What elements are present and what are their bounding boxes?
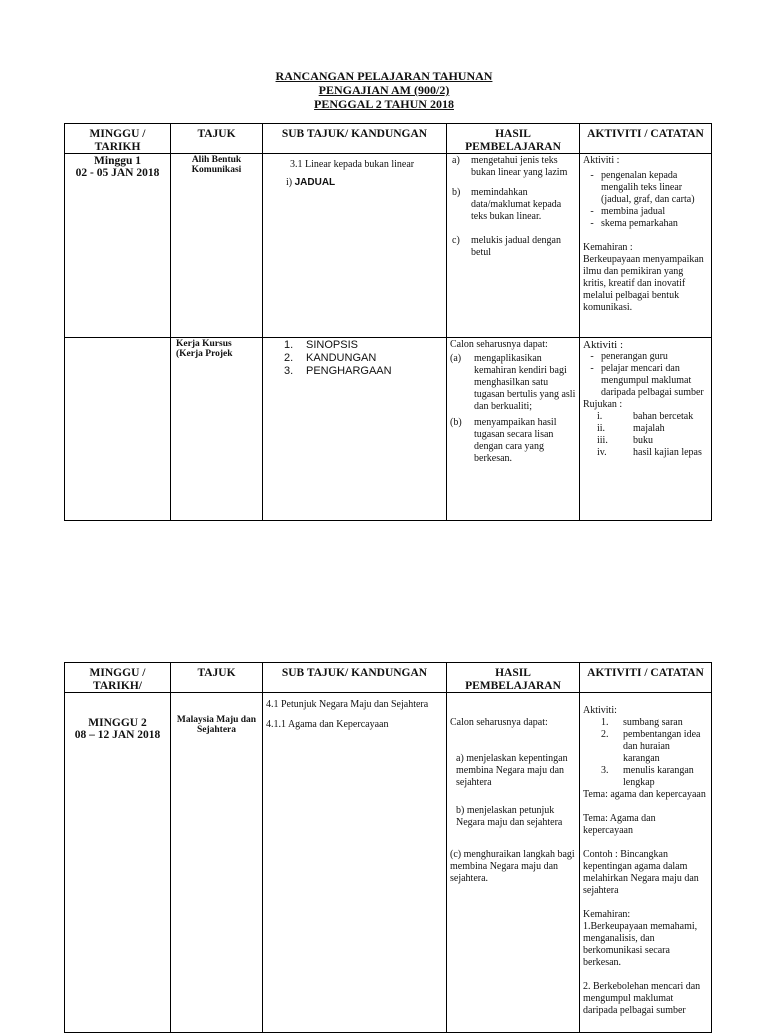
column-header-hasil: HASIL PEMBELAJARAN	[447, 124, 580, 154]
subtopic-item-text: JADUAL	[294, 177, 336, 188]
topic-label: Malaysia Maju dan Sejahtera	[176, 715, 257, 735]
activity-heading: Aktiviti :	[583, 155, 620, 166]
topic-label: Kerja Kursus (Kerja Projek	[176, 339, 233, 359]
topic-cell	[171, 693, 263, 1033]
outcome-text: mengaplikasikan kemahiran kendiri bagi menghasilkan satu tugasan bertulis yang asli dan berkualiti;	[474, 353, 576, 412]
list-item: 1. sumbang saran	[601, 717, 683, 728]
topic-label: Alih Bentuk Komunikasi	[191, 155, 242, 175]
list-item: - pengenalan kepada mengalih teks linear (jadual, graf, dan carta)	[590, 170, 695, 205]
title-line-3: PENGGAL 2 TAHUN 2018	[314, 97, 454, 111]
outcome-marker: b)	[452, 187, 461, 198]
column-header-hasil: HASIL PEMBELAJARAN	[447, 663, 580, 693]
outcome-text: melukis jadual dengan betul	[471, 235, 561, 258]
document-title	[0, 69, 768, 111]
week-label: Minggu 1	[94, 155, 141, 167]
title-line-2: PENGAJIAN AM (900/2)	[318, 83, 450, 97]
table-row	[65, 154, 712, 338]
subtopic-cell	[263, 338, 447, 521]
outcome-text: memindahkan data/maklumat kepada teks bukan linear.	[471, 187, 562, 222]
week-date: 02 - 05 JAN 2018	[75, 167, 160, 179]
activity-list	[583, 717, 708, 789]
subtopic-item: 4.1 Petunjuk Negara Maju dan Sejahtera	[266, 699, 429, 710]
outcome-marker: (b)	[450, 417, 462, 428]
activity-heading: Aktiviti:	[583, 705, 617, 716]
outcome-intro: Calon seharusnya dapat:	[450, 717, 548, 728]
subtopic-cell	[263, 154, 447, 338]
list-item: i. bahan bercetak	[597, 411, 694, 422]
table-header-row	[65, 124, 712, 154]
column-header-sub-tajuk: SUB TAJUK/ KANDUNGAN	[263, 663, 447, 693]
outcome-intro: Calon seharusnya dapat:	[450, 339, 548, 350]
column-header-aktiviti: AKTIVITI / CATATAN	[580, 663, 712, 693]
activity-cell	[580, 338, 712, 521]
title-line-1: RANCANGAN PELAJARAN TAHUNAN	[275, 69, 493, 83]
outcome-item	[450, 417, 576, 465]
week-date: 08 – 12 JAN 2018	[74, 729, 161, 741]
topic-cell	[171, 338, 263, 521]
outcome-item	[450, 187, 576, 223]
skills-text: Berkeupayaan menyampaikan ilmu dan pemikiran yang kritis, kreatif dan inovatif melalui pelbagai bentuk komunikasi.	[583, 254, 704, 313]
activity-cell	[580, 693, 712, 1033]
week-label: MINGGU 2	[88, 717, 147, 729]
skills-heading: Kemahiran :	[583, 242, 633, 253]
column-header-minggu: MINGGU / TARIKH	[65, 124, 171, 154]
outcome-text: menyampaikan hasil tugasan secara lisan dengan cara yang berkesan.	[474, 417, 557, 464]
activity-list	[583, 170, 708, 230]
theme-text: Tema: agama dan kepercayaan	[583, 789, 706, 800]
week-cell	[65, 154, 171, 338]
skills-heading: Kemahiran:	[583, 909, 631, 920]
skills-text: 1.Berkeupayaan memahami, menganalisis, dan berkomunikasi secara berkesan.	[583, 921, 698, 968]
list-item: - penerangan guru	[590, 351, 668, 362]
column-header-aktiviti: AKTIVITI / CATATAN	[580, 124, 712, 154]
subtopic-item	[266, 177, 443, 189]
column-header-minggu: MINGGU / TARIKH/	[65, 663, 171, 693]
column-header-sub-tajuk: SUB TAJUK/ KANDUNGAN	[263, 124, 447, 154]
list-item: - skema pemarkahan	[590, 218, 678, 229]
list-item: ii. majalah	[597, 423, 665, 434]
list-item: iii. buku	[597, 435, 653, 446]
activity-list	[583, 351, 708, 399]
activity-heading: Aktiviti :	[583, 339, 624, 351]
outcome-cell	[447, 693, 580, 1033]
week-cell	[65, 338, 171, 521]
references-list	[583, 411, 708, 459]
outcome-item: a) menjelaskan kepentingan membina Negara maju dan sejahtera	[456, 753, 568, 788]
theme-text: Tema: Agama dan kepercayaan	[583, 813, 656, 836]
example-text: Contoh : Bincangkan kepentingan agama dalam melahirkan Negara maju dan sejahtera	[583, 849, 699, 896]
subtopic-item: 4.1.1 Agama dan Kepercayaan	[266, 719, 389, 730]
outcome-cell	[447, 154, 580, 338]
subtopic-list	[266, 339, 443, 378]
outcome-cell	[447, 338, 580, 521]
outcome-item	[450, 155, 576, 179]
outcome-marker: (a)	[450, 353, 462, 364]
lesson-plan-table-2	[64, 662, 712, 1033]
topic-cell	[171, 154, 263, 338]
subtopic-cell	[263, 693, 447, 1033]
column-header-tajuk: TAJUK	[171, 124, 263, 154]
week-cell	[65, 693, 171, 1033]
list-item: 3. PENGHARGAAN	[284, 365, 392, 377]
table-header-row	[65, 663, 712, 693]
lesson-plan-table-1	[64, 123, 712, 521]
skills-text: 2. Berkebolehan mencari dan mengumpul maklumat daripada pelbagai sumber	[583, 981, 701, 1016]
list-item: 3. menulis karangan lengkap	[601, 765, 694, 788]
outcome-item	[450, 235, 576, 259]
list-item: - membina jadual	[590, 206, 666, 217]
outcome-item: b) menjelaskan petunjuk Negara maju dan sejahtera	[456, 805, 563, 828]
list-item: iv. hasil kajian lepas	[597, 447, 702, 458]
outcome-marker: a)	[452, 155, 460, 166]
list-item: 2. pembentangan idea dan huraian karangan	[601, 729, 701, 764]
list-item: - pelajar mencari dan mengumpul maklumat daripada pelbagai sumber	[590, 363, 704, 398]
activity-cell	[580, 154, 712, 338]
subtopic-title: 3.1 Linear kepada bukan linear	[290, 159, 415, 170]
table-row	[65, 693, 712, 1033]
subtopic-item-marker: i)	[286, 177, 293, 188]
table-row	[65, 338, 712, 521]
outcome-item: (c) menghuraikan langkah bagi membina Negara maju dan sejahtera.	[450, 849, 575, 884]
outcome-item	[450, 353, 576, 413]
references-heading: Rujukan :	[583, 399, 623, 410]
column-header-tajuk: TAJUK	[171, 663, 263, 693]
outcome-text: mengetahui jenis teks bukan linear yang lazim	[471, 155, 568, 178]
list-item: 2. KANDUNGAN	[284, 352, 377, 364]
list-item: 1. SINOPSIS	[284, 339, 358, 351]
outcome-marker: c)	[452, 235, 460, 246]
